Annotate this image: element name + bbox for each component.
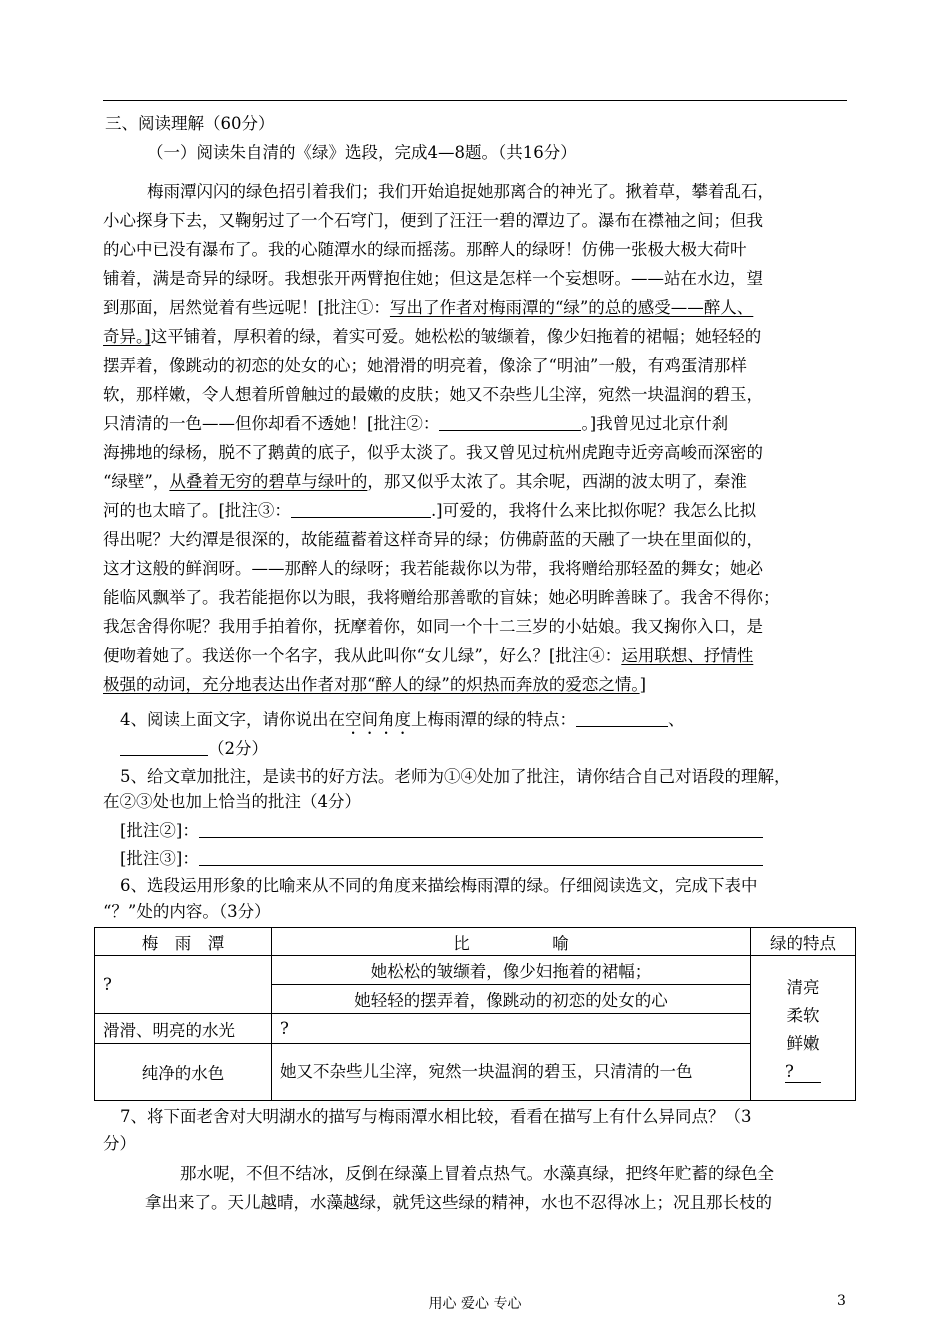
table-header-cell: 绿的特点: [751, 928, 856, 956]
annotation-4-text: 运用联想、抒情性: [621, 646, 754, 665]
passage-line: 我怎舍得你呢？我用手拍着你，抚摩着你，如同一个十二三岁的小姑娘。我又掬你入口，是: [103, 617, 763, 636]
question-6: 6、选段运用形象的比喻来从不同的角度来描绘梅雨潭的绿。仔细阅读选文，完成下表中: [120, 876, 758, 895]
passage-line: 软，那样嫩，令人想着所曾触过的最嫩的皮肤；她又不杂些儿尘滓，宛然一块温润的碧玉，: [103, 385, 763, 404]
annotation-3-answer: [批注③]：: [120, 848, 763, 870]
table-header-row: [95, 928, 856, 956]
feature: 柔软: [786, 1006, 820, 1026]
annotation-2-answer: [批注②]：: [120, 820, 763, 842]
passage-line: 海拂地的绿杨，脱不了鹅黄的底子，似乎太淡了。我又曾见过杭州虎跑寺近旁高峻而深密的: [103, 443, 763, 462]
annotation-2-blank[interactable]: [439, 414, 581, 431]
annotation-1-text: 写出了作者对梅雨潭的“绿”的总的感受——醉人、: [389, 298, 754, 317]
table-cell: 她轻轻的摆弄着，像跳动的初恋的处女的心: [272, 985, 751, 1014]
question-5: 5、给文章加批注，是读书的好方法。老师为①④处加了批注，请你结合自己对语段的理解，: [120, 767, 791, 786]
subsection-title: （一）阅读朱自清的《绿》选段，完成4—8题。（共16分）: [147, 143, 577, 162]
answer-line[interactable]: [199, 849, 763, 866]
question-4-cont: （2分）: [120, 738, 268, 760]
feature-blank[interactable]: ?: [785, 1062, 821, 1083]
table-cell: 她松松的皱缬着，像少妇拖着的裙幅；: [272, 956, 751, 985]
annotation-1-text: 奇异。]: [103, 327, 151, 346]
passage-line: “绿壁”，从叠着无穷的碧草与绿叶的，那又似乎太浓了。其余呢，西湖的波太明了，秦淮: [103, 472, 747, 491]
table-cell-blank[interactable]: ?: [95, 956, 272, 1014]
table-row: [95, 1043, 856, 1100]
metaphor-table: [94, 927, 856, 1101]
question-6-cont: “？”处的内容。（3分）: [103, 902, 271, 921]
table-header-cell: 梅 雨 潭: [95, 928, 272, 956]
table-header-cell: 比 喻: [272, 928, 751, 956]
passage-line: 便吻着她了。我送你一个名字，我从此叫你“女儿绿”，好么？[批注④：运用联想、抒情性: [103, 646, 754, 665]
quote-line: 拿出来了。天儿越晴，水藻越绿，就凭这些绿的精神，水也不忍得冰上；况且那长枝的: [145, 1193, 772, 1212]
passage-line: 这才这般的鲜润呀。——那醉人的绿呀；我若能裁你以为带，我将赠给那轻盈的舞女；她必: [103, 559, 763, 578]
table-row: [95, 956, 856, 985]
passage-line: 铺着，满是奇异的绿呀。我想张开两臂抱住她；但这是怎样一个妄想呀。——站在水边，望: [103, 269, 763, 288]
passage-line: 的心中已没有瀑布了。我的心随潭水的绿而摇荡。那醉人的绿呀！仿佛一张极大极大荷叶: [103, 240, 747, 259]
passage-line: 能临风飘举了。我若能挹你以为眼，我将赠给那善歌的盲妹；她必明眸善睐了。我舍不得你；: [103, 588, 780, 607]
table-cell: 纯净的水色: [95, 1043, 272, 1100]
annotation-3-blank[interactable]: [291, 501, 431, 518]
table-cell: 滑滑、明亮的水光: [95, 1014, 272, 1043]
table-cell: 她又不杂些儿尘滓，宛然一块温润的碧玉，只清清的一色: [272, 1043, 751, 1100]
question-5-cont: 在②③处也加上恰当的批注（4分）: [103, 792, 361, 811]
answer-line[interactable]: [199, 821, 763, 838]
section-title: 三、阅读理解（60分）: [105, 114, 275, 133]
passage-line: 河的也太暗了。[批注③： .]可爱的，我将什么来比拟你呢？我怎么比拟: [103, 501, 757, 520]
table-cell-features: [751, 956, 856, 1101]
feature: 清亮: [786, 978, 820, 998]
annotation-4-text: 极强的动词，充分地表达出作者对那“醉人的绿”的炽热而奔放的爱恋之情。: [103, 675, 640, 694]
page-footer: 用心 爱心 专心: [428, 1296, 522, 1312]
feature: 鲜嫩: [786, 1034, 820, 1054]
answer-blank[interactable]: [576, 710, 668, 727]
passage-line: 只清清的一色——但你却看不透她！[批注②： 。]我曾见过北京什刹: [103, 414, 729, 433]
passage-line: 得出呢？大约潭是很深的，故能蕴蓄着这样奇异的绿；仿佛蔚蓝的天融了一块在里面似的，: [103, 530, 763, 549]
table-cell-blank[interactable]: ?: [272, 1014, 751, 1043]
passage-line: 极强的动词，充分地表达出作者对那“醉人的绿”的炽热而奔放的爱恋之情。]: [103, 675, 647, 694]
passage-line: 到那面，居然觉着有些远呢！[批注①：写出了作者对梅雨潭的“绿”的总的感受——醉人、: [103, 298, 754, 317]
passage-line: 摆弄着，像跳动的初恋的处女的心；她滑滑的明亮着，像涂了“明油”一般，有鸡蛋清那样: [103, 356, 747, 375]
passage-line: 梅雨潭闪闪的绿色招引着我们；我们开始追捉她那离合的神光了。揪着草，攀着乱石，: [147, 182, 774, 201]
question-7: 7、将下面老舍对大明湖水的描写与梅雨潭水相比较，看看在描写上有什么异同点？（3: [120, 1107, 752, 1126]
page-number: 3: [837, 1293, 846, 1309]
table-row: [95, 1014, 856, 1043]
header-rule: [103, 100, 847, 101]
question-7-cont: 分）: [103, 1134, 136, 1153]
quote-line: 那水呢，不但不结冰，反倒在绿藻上冒着点热气。水藻真绿，把终年贮蓄的绿色全: [180, 1164, 774, 1183]
passage-line: 奇异。]这平铺着，厚积着的绿，着实可爱。她松松的皱缬着，像少妇拖着的裙幅；她轻轻的: [103, 327, 762, 346]
question-4: 4、阅读上面文字，请你说出在空间角度上梅雨潭的绿的特点： 、: [120, 710, 685, 729]
passage-line: 小心探身下去，又鞠躬过了一个石穹门，便到了汪汪一碧的潭边了。瀑布在襟袖之间；但我: [103, 211, 763, 230]
answer-blank[interactable]: [120, 739, 208, 756]
